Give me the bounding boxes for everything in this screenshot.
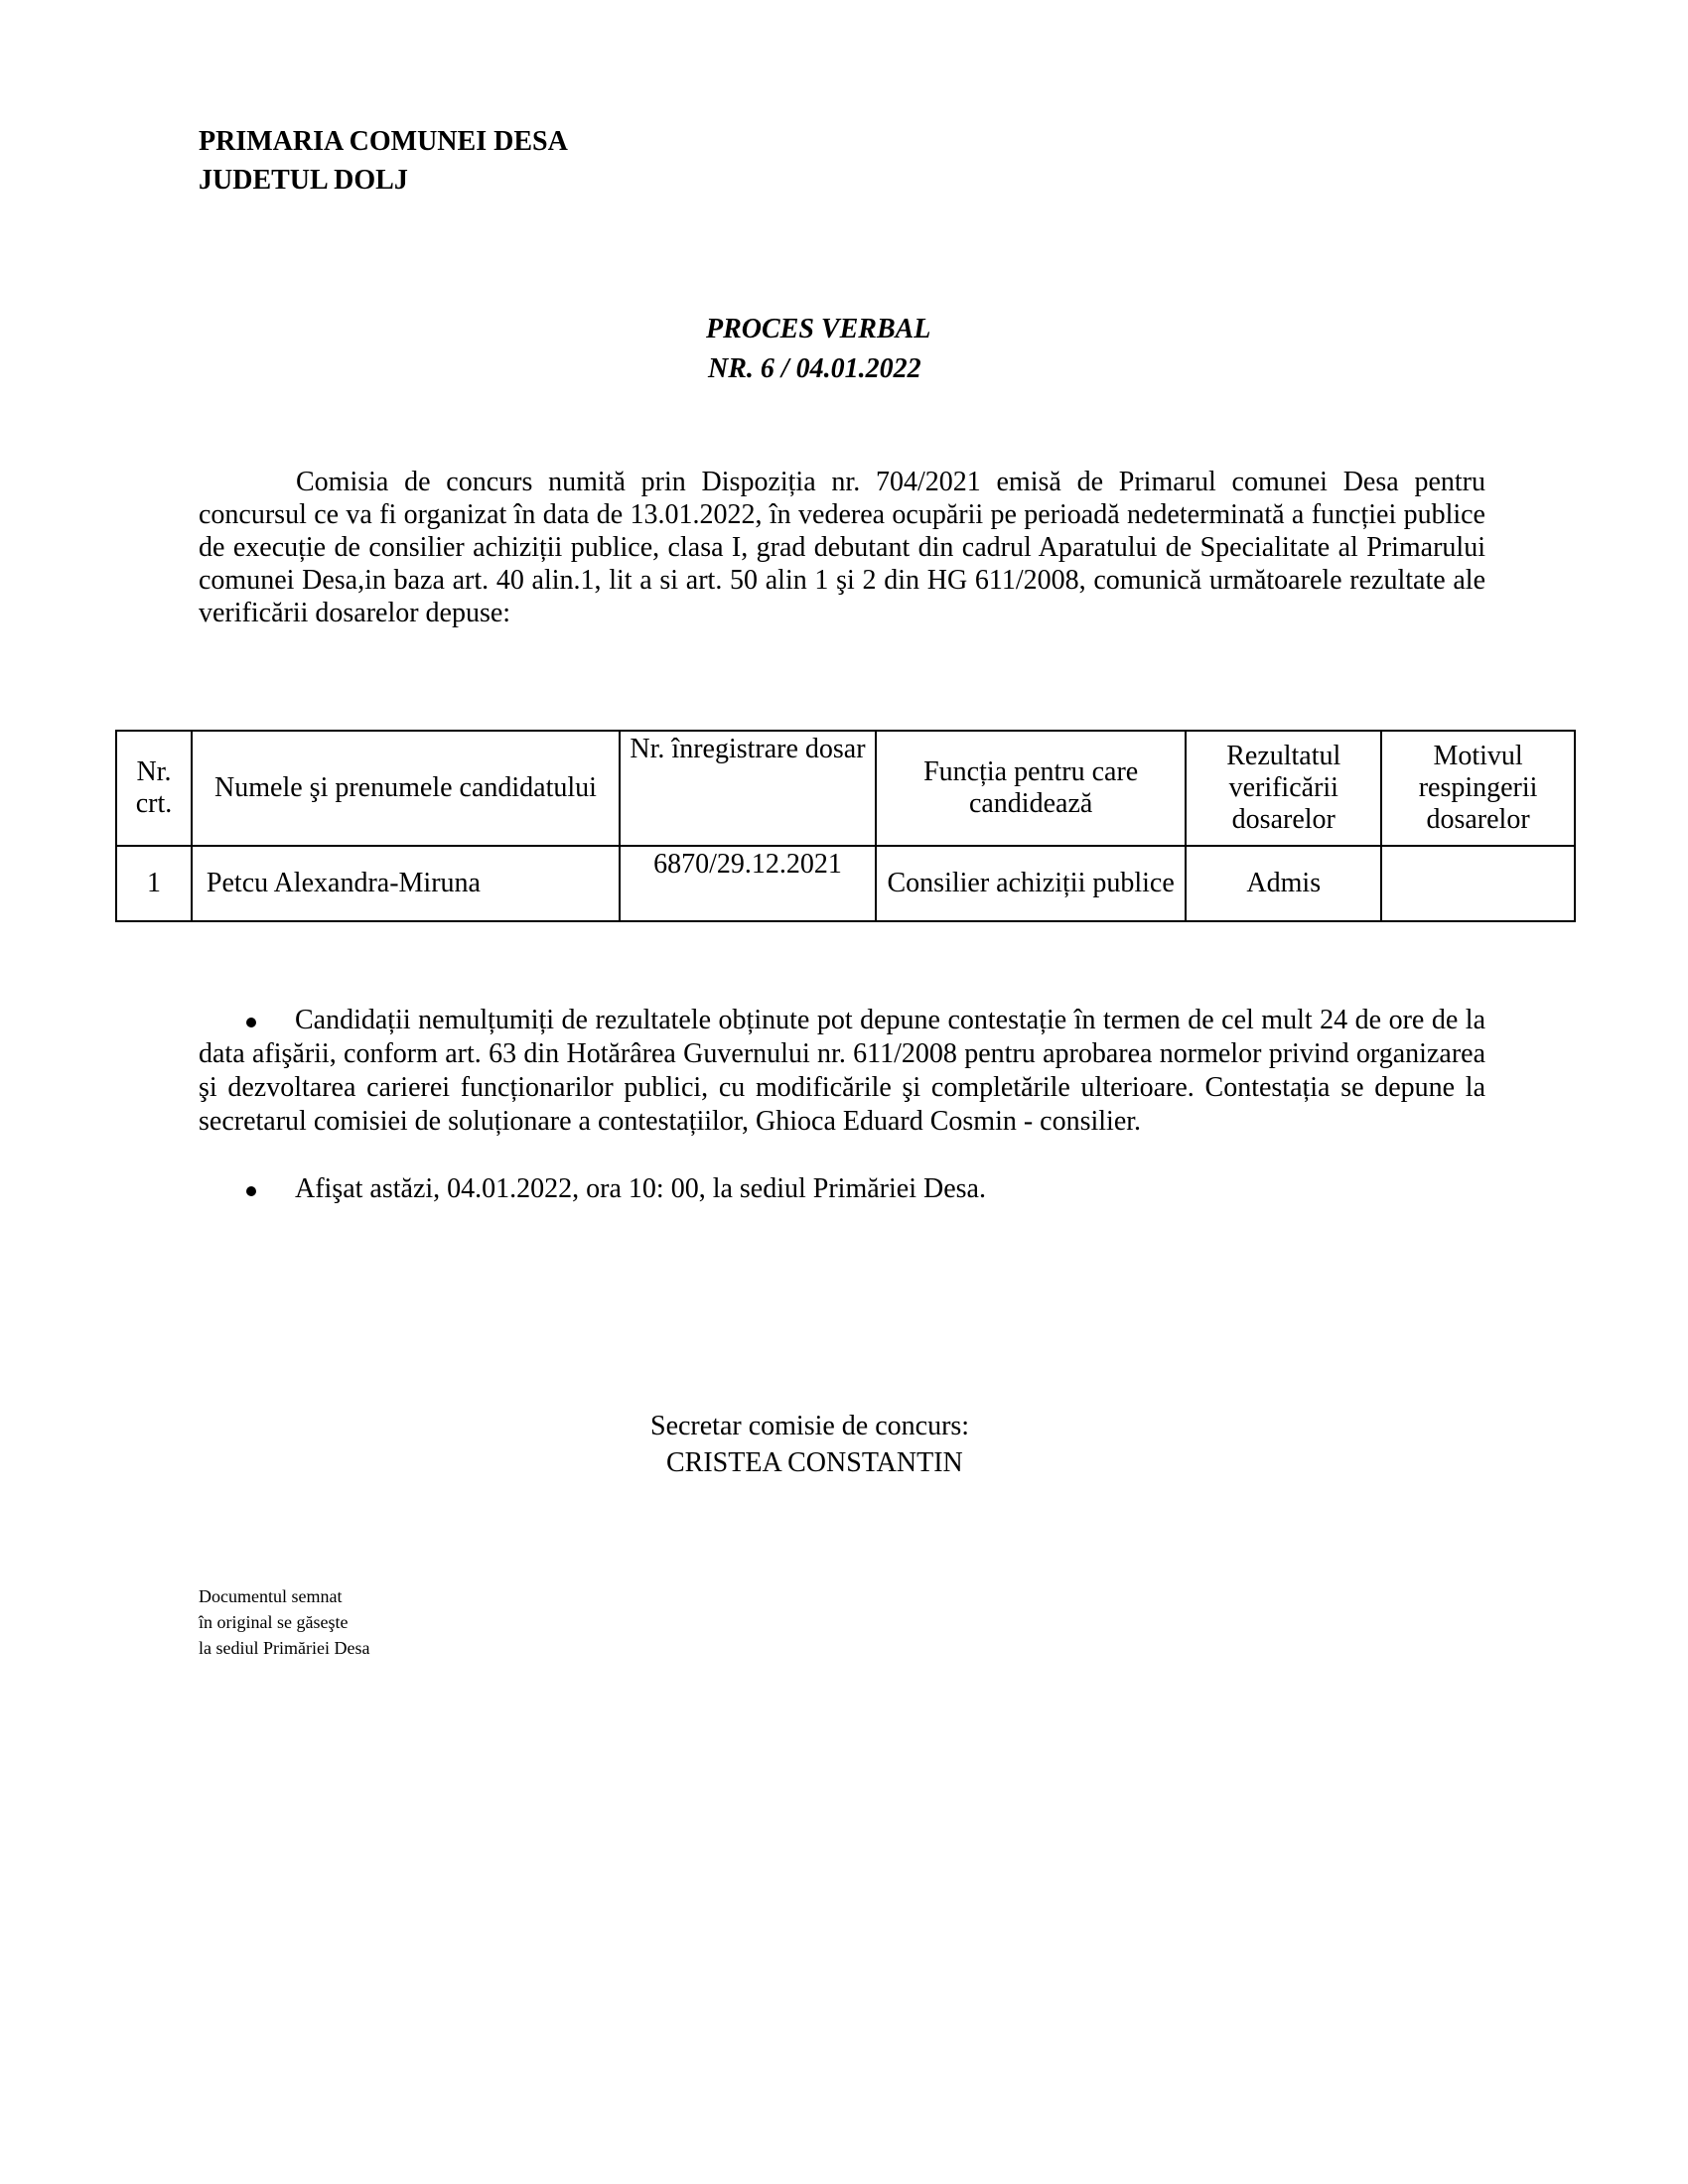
footnote (199, 1583, 369, 1661)
bullet-icon (246, 1018, 256, 1027)
table-header-row (116, 731, 1575, 846)
footnote-line: Documentul semnat (199, 1586, 343, 1606)
footnote-line: la sediul Primăriei Desa (199, 1638, 370, 1658)
column-header-reason: Motivul respingerii dosarelor (1381, 731, 1575, 846)
bullet-icon (246, 1186, 256, 1196)
column-header-registration: Nr. înregistrare dosar (620, 731, 876, 846)
bullet-list (199, 1004, 1485, 1206)
intro-paragraph: Comisia de concurs numită prin Dispoziția nr. 704/2021 emisă de Primarul comunei Desa pentru concursul ce va fi organizat în data de 13.01.2022, în vederea ocupării pe perioadă nedeterminată a funcției publice de execuție de consilier achiziții publice, clasa I, grad debutant din cadrul Aparatului de Specialitate al Primarului comunei Desa,in baza art. 40 alin.1, lit a si art. 50 alin 1 şi 2 din HG 611/2008, comunică următoarele rezultate ale verificării dosarelor depuse: (199, 467, 1485, 628)
cell-nr: 1 (116, 846, 192, 921)
county-name: JUDETUL DOLJ (199, 165, 408, 196)
column-header-function: Funcția pentru care candidează (876, 731, 1186, 846)
column-header-name: Numele şi prenumele candidatului (192, 731, 620, 846)
document-number: NR. 6 / 04.01.2022 (708, 353, 921, 384)
contestation-notice: Candidații nemulțumiți de rezultatele obținute pot depune contestație în termen de cel mult 24 de ore de la data afişării, conform art. 63 din Hotărârea Guvernului nr. 611/2008 pentru aprobarea normelor privind organizarea şi dezvoltarea carierei funcționarilor publici, cu modificările şi completările ulterioare. Contestația se depune la secretarul comisiei de soluționare a contestațiilor, Ghioca Eduard Cosmin - consilier. (199, 1005, 1485, 1137)
column-header-result: Rezultatul verificării dosarelor (1186, 731, 1381, 846)
results-table (115, 730, 1576, 922)
footnote-line: în original se găseşte (199, 1612, 349, 1632)
document-title-line: PROCES VERBAL (706, 314, 931, 344)
cell-function: Consilier achiziții publice (876, 846, 1186, 921)
signature-name: CRISTEA CONSTANTIN (666, 1447, 963, 1478)
list-item (199, 1172, 1485, 1206)
column-header-nr: Nr. crt. (116, 731, 192, 846)
cell-result: Admis (1186, 846, 1381, 921)
cell-reason (1381, 846, 1575, 921)
table-row (116, 846, 1575, 921)
signature-role: Secretar comisie de concurs: (650, 1411, 970, 1441)
cell-registration: 6870/29.12.2021 (620, 846, 876, 921)
list-item (199, 1004, 1485, 1139)
posting-notice: Afişat astăzi, 04.01.2022, ora 10: 00, la sediul Primăriei Desa. (295, 1173, 986, 1204)
cell-name: Petcu Alexandra-Miruna (192, 846, 620, 921)
institution-name: PRIMARIA COMUNEI DESA (199, 126, 568, 157)
institution-header (199, 122, 568, 200)
